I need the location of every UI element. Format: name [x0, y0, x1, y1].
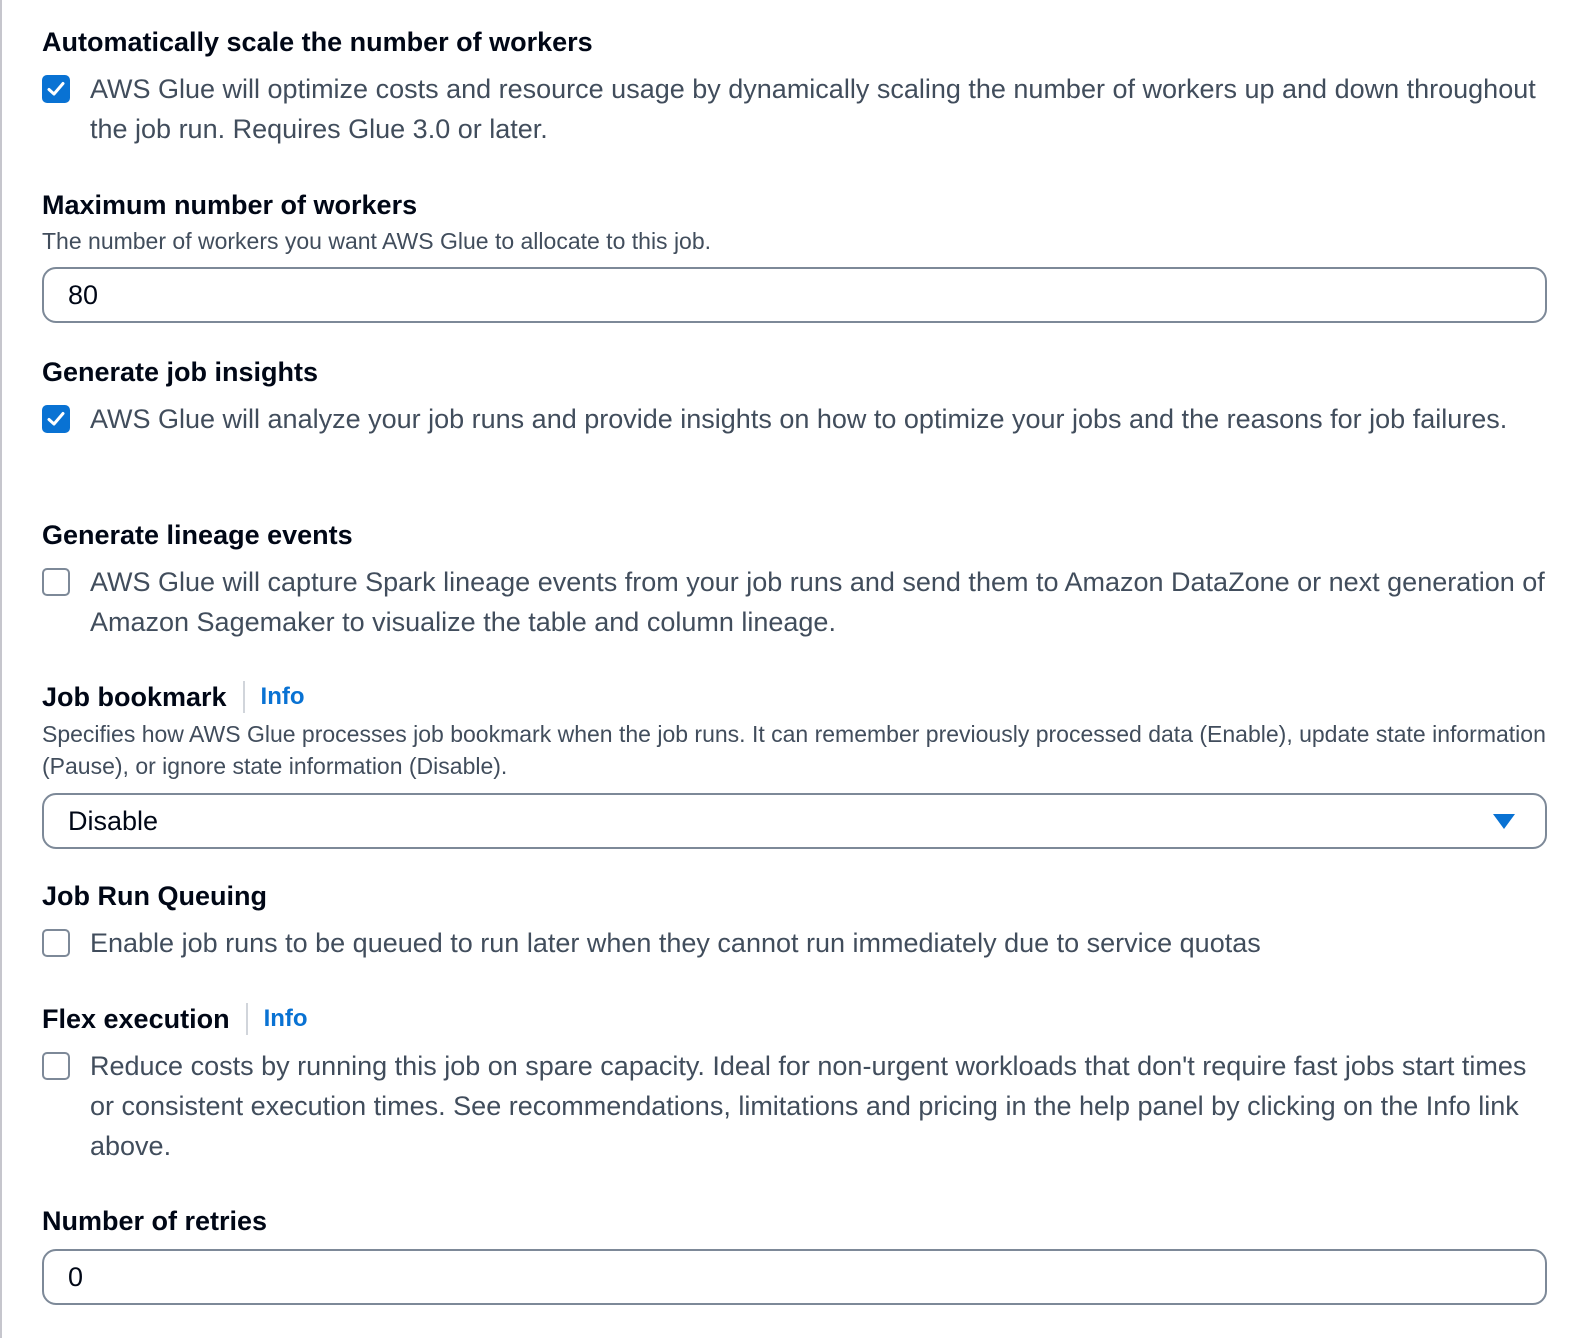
queuing-description: Enable job runs to be queued to run later when they cannot run immediately due to service quotas: [90, 928, 1261, 958]
lineage-section: [42, 519, 1547, 642]
flex-checkbox-row[interactable]: [42, 1048, 1547, 1166]
autoscale-label: Automatically scale the number of workers: [42, 27, 593, 57]
retries-input[interactable]: [42, 1249, 1547, 1305]
autoscale-checkbox-row[interactable]: [42, 71, 1547, 149]
max-workers-input[interactable]: [42, 267, 1547, 323]
flex-label: Flex execution: [42, 1004, 230, 1034]
queuing-section: [42, 880, 1547, 963]
flex-info-link[interactable]: Info: [263, 1005, 308, 1032]
job-bookmark-info-link[interactable]: Info: [260, 683, 305, 710]
caret-down-icon: [1493, 814, 1515, 829]
job-insights-label: Generate job insights: [42, 357, 319, 387]
retries-value: 0: [68, 1261, 84, 1292]
job-bookmark-select[interactable]: [42, 793, 1547, 849]
queuing-label: Job Run Queuing: [42, 881, 267, 911]
autoscale-description: AWS Glue will optimize costs and resource usage by dynamically scaling the number of workers up and down throughout the job run. Requires Glue 3.0 or later.: [90, 74, 1536, 144]
queuing-checkbox-row[interactable]: [42, 925, 1547, 963]
info-divider: [246, 1003, 248, 1035]
autoscale-checkbox[interactable]: [42, 75, 70, 103]
lineage-description: AWS Glue will capture Spark lineage events from your job runs and send them to Amazon DataZone or next generation of Amazon Sagemaker to visualize the table and column lineage.: [90, 567, 1545, 637]
lineage-checkbox[interactable]: [42, 568, 70, 596]
job-bookmark-section: [42, 681, 1547, 849]
max-workers-description: The number of workers you want AWS Glue to allocate to this job.: [42, 228, 712, 254]
job-bookmark-description: Specifies how AWS Glue processes job bookmark when the job runs. It can remember previously processed data (Enable), update state information (Pause), or ignore state information (Disable).: [42, 721, 1546, 779]
max-workers-section: [42, 189, 1547, 323]
flex-header: [42, 1003, 1547, 1035]
max-workers-label: Maximum number of workers: [42, 190, 418, 220]
flex-checkbox[interactable]: [42, 1052, 70, 1080]
flex-section: [42, 1003, 1547, 1166]
autoscale-section: [42, 26, 1547, 149]
job-insights-checkbox[interactable]: [42, 405, 70, 433]
lineage-checkbox-row[interactable]: [42, 564, 1547, 642]
retries-section: [42, 1205, 1547, 1305]
job-bookmark-label: Job bookmark: [42, 682, 227, 712]
job-insights-checkbox-row[interactable]: [42, 401, 1547, 439]
max-workers-value: 80: [68, 279, 99, 310]
lineage-label: Generate lineage events: [42, 520, 353, 550]
checkmark-icon: [46, 79, 66, 99]
job-insights-description: AWS Glue will analyze your job runs and provide insights on how to optimize your jobs and the reasons for job failures.: [90, 404, 1508, 434]
queuing-checkbox[interactable]: [42, 929, 70, 957]
job-bookmark-header: [42, 681, 1547, 713]
checkmark-icon: [46, 409, 66, 429]
info-divider: [243, 681, 245, 713]
job-bookmark-selected-value: Disable: [68, 805, 159, 836]
job-insights-section: [42, 356, 1547, 439]
flex-description: Reduce costs by running this job on spare capacity. Ideal for non-urgent workloads that don't require fast jobs start times or consistent execution times. See recommendations, limitations and pricing in the help panel by clicking on the Info link above.: [90, 1051, 1527, 1161]
retries-label: Number of retries: [42, 1206, 268, 1236]
